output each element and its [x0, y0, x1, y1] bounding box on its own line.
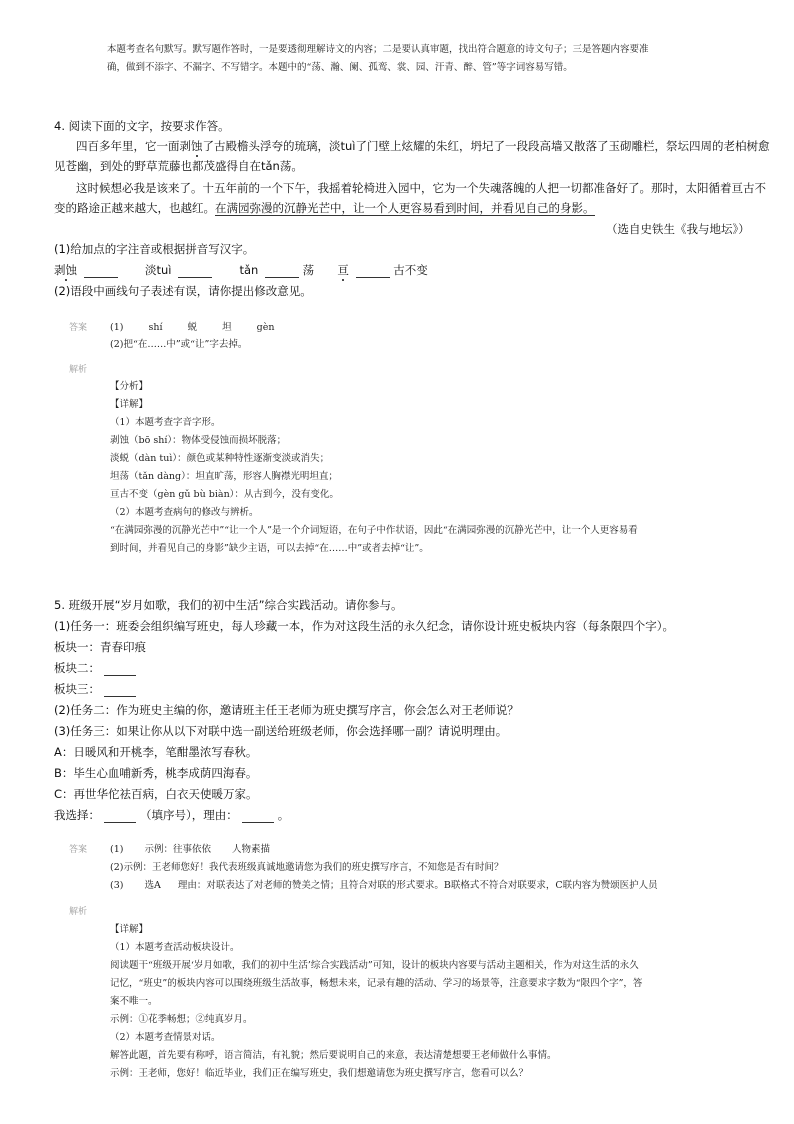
q4-answer-1: (1) shí 蜕 坦 gèn — [110, 322, 275, 333]
q5-analysis-line: 阅读题干“班级开展‘岁月如歌，我们的初中生活’综合实践活动”可知，设计的板块内容要与活动主题相关，作为对这生活的永久 — [110, 960, 639, 971]
fill-item-4: 亘 — [337, 263, 349, 277]
q5-option-b: B：毕生心血哺新秀，桃李成荫四海春。 — [54, 766, 258, 780]
q5-block1: 板块一：青春印痕 — [54, 640, 146, 654]
q5-analysis-line: 示例：王老师，您好！临近毕业，我们正在编写班史，我们想邀请您为班史撰写序言，您看可以么？ — [110, 1068, 529, 1079]
q5-option-c: C：再世华佗祛百病，白衣天使暖万家。 — [54, 787, 258, 801]
q4-analysis-line: “在满园弥漫的沉静光芒中”“让一个人”是一个介词短语，在句子中作状语，因此“在满园弥漫的沉静光芒中，让一个人更容易看 — [110, 525, 638, 536]
q4-analysis-line: 到时间，并看见自己的身影”缺少主语，可以去掉“在……中”或者去掉“让”。 — [110, 543, 429, 554]
q5-analysis-line: 【详解】 — [110, 924, 149, 935]
blank-2[interactable] — [178, 263, 212, 278]
q5-answer-label: 答案 — [69, 845, 88, 855]
blank-4[interactable] — [356, 263, 390, 278]
q4-analysis-line: 坦荡（tǎn dàng）：坦直旷荡，形容人胸襟光明坦直； — [110, 471, 338, 482]
q4-para2-line1: 这时候想必我是该来了。十五年前的一个下午，我摇着轮椅进入园中，它为一个失魂落魄的人把一切都准备好了。那时，太阳循着亘古不 — [76, 181, 766, 195]
fill-item-2: 淡tuì — [144, 263, 172, 277]
q5-block2: 板块二： — [54, 660, 136, 676]
q4-source: （选自史铁生《我与地坛》） — [606, 222, 750, 236]
blank-1[interactable] — [84, 263, 118, 278]
top-note-line-1: 本题考查名句默写。默写题作答时，一是要透彻理解诗文的内容；二是要认真审题，找出符合题意的诗文句子；三是答题内容要准 — [107, 44, 649, 55]
q5-analysis-line: 解答此题，首先要有称呼，语言简洁，有礼貌；然后要说明自己的来意，表达清楚想要王老师做什么事情。 — [110, 1050, 557, 1061]
q5-answer-1: (1) 示例：往事依依 人物素描 — [110, 844, 271, 855]
q4-analysis-line: 【详解】 — [110, 399, 149, 410]
emphasis-dot-char: 蚀 — [191, 139, 203, 153]
q4-para1-line1: 四百多年里，它一面剥蚀了古殿檐头浮夸的琉璃，淡tuì了门壁上炫耀的朱红，坍圮了一段段高墙又散落了玉砌雕栏，祭坛四周的老柏树愈 — [76, 139, 770, 153]
q4-analysis-label: 解析 — [69, 365, 88, 375]
top-note-line-2: 确，做到不添字、不漏字、不写错字。本题中的“荡、瀚、阑、孤鸾、裳、园、汗青、醉、管”等字词容易写错。 — [107, 62, 573, 73]
q5-block3: 板块三： — [54, 681, 136, 697]
q5-analysis-line: 记忆，“班史”的板块内容可以围绕班级生活故事，畅想未来，记录有趣的活动、学习的场景等，注意要求字数为“限四个字”，答 — [110, 978, 643, 989]
q4-analysis-line: （1）本题考查字音字形。 — [110, 417, 221, 428]
q5-analysis-line: 案不唯一。 — [110, 996, 158, 1007]
q4-answer-label: 答案 — [69, 323, 88, 333]
fill-item-3: tǎn — [239, 263, 259, 277]
q4-analysis-line: 【分析】 — [110, 381, 149, 392]
q5-analysis-label: 解析 — [69, 907, 88, 917]
q4-analysis-line: 淡蜕（dàn tuì）：颜色或某种特性逐渐变淡或消失； — [110, 453, 330, 464]
q5-title: 5. 班级开展“岁月如歌，我们的初中生活”综合实践活动。请你参与。 — [54, 598, 403, 612]
q5-answer-3: (3) 选A 理由：对联表达了对老师的赞美之情；且符合对联的形式要求。B联格式不符合对联要求，C联内容为赞颂医护人员 — [110, 880, 658, 891]
blank-block3[interactable] — [104, 682, 136, 697]
q5-analysis-line: （2）本题考查情景对话。 — [110, 1032, 221, 1043]
q4-sub1: (1)给加点的字注音或根据拼音写汉字。 — [54, 242, 255, 256]
q5-analysis-line: （1）本题考查活动板块设计。 — [110, 942, 240, 953]
q5-answer-2: (2)示例：王老师您好！我代表班级真诚地邀请您为我们的班史撰写序言，不知您是否有时间？ — [110, 862, 504, 873]
blank-choice[interactable] — [104, 808, 136, 823]
blank-reason[interactable] — [242, 808, 274, 823]
q5-task2: (2)任务二：作为班史主编的你，邀请班主任王老师为班史撰写序言，你会怎么对王老师说？ — [54, 703, 519, 717]
q5-choose-line: 我选择： （填序号），理由： 。 — [54, 808, 290, 822]
q4-title: 4. 阅读下面的文字，按要求作答。 — [54, 119, 230, 133]
q4-analysis-line: 剥蚀（bō shí）：物体受侵蚀而损坏脱落； — [110, 435, 287, 446]
q5-option-a: A：日暖风和开桃李，笔酣墨浓写春秋。 — [54, 745, 258, 759]
q4-fill-row: 剥蚀 淡tuì tǎn 荡 亘 古不变 — [54, 263, 428, 277]
q5-task3: (3)任务三：如果让你从以下对联中选一副送给班级老师，你会选择哪一副？请说明理由。 — [54, 724, 508, 738]
q4-analysis-line: 亘古不变（gèn gǔ bù biàn）：从古到今，没有变化。 — [110, 489, 339, 500]
underlined-sentence: 在满园弥漫的沉静光芒中，让一个人更容易看到时间，并看见自己的身影。 — [215, 201, 595, 215]
blank-block2[interactable] — [104, 661, 136, 676]
q5-analysis-line: 示例：①花季畅想；②纯真岁月。 — [110, 1014, 253, 1025]
fill-item-1: 剥蚀 — [54, 263, 77, 277]
q5-task1: (1)任务一：班委会组织编写班史，每人珍藏一本，作为对这段生活的永久纪念，请你设计班史板块内容（每条限四个字）。 — [54, 619, 675, 633]
q4-para1-line2: 见苍幽，到处的野草荒藤也都茂盛得自在tǎn荡。 — [54, 159, 303, 173]
q4-answer-2: (2)把“在……中”或“让”字去掉。 — [110, 339, 248, 350]
q4-para2-line2: 变的路途正越来越大，也越红。在满园弥漫的沉静光芒中，让一个人更容易看到时间，并看见自己的身影。 — [54, 201, 595, 215]
q4-sub2: (2)语段中画线句子表述有误，请你提出修改意见。 — [54, 284, 312, 298]
blank-3[interactable] — [265, 263, 299, 278]
q4-analysis-line: （2）本题考查病句的修改与辨析。 — [110, 507, 259, 518]
